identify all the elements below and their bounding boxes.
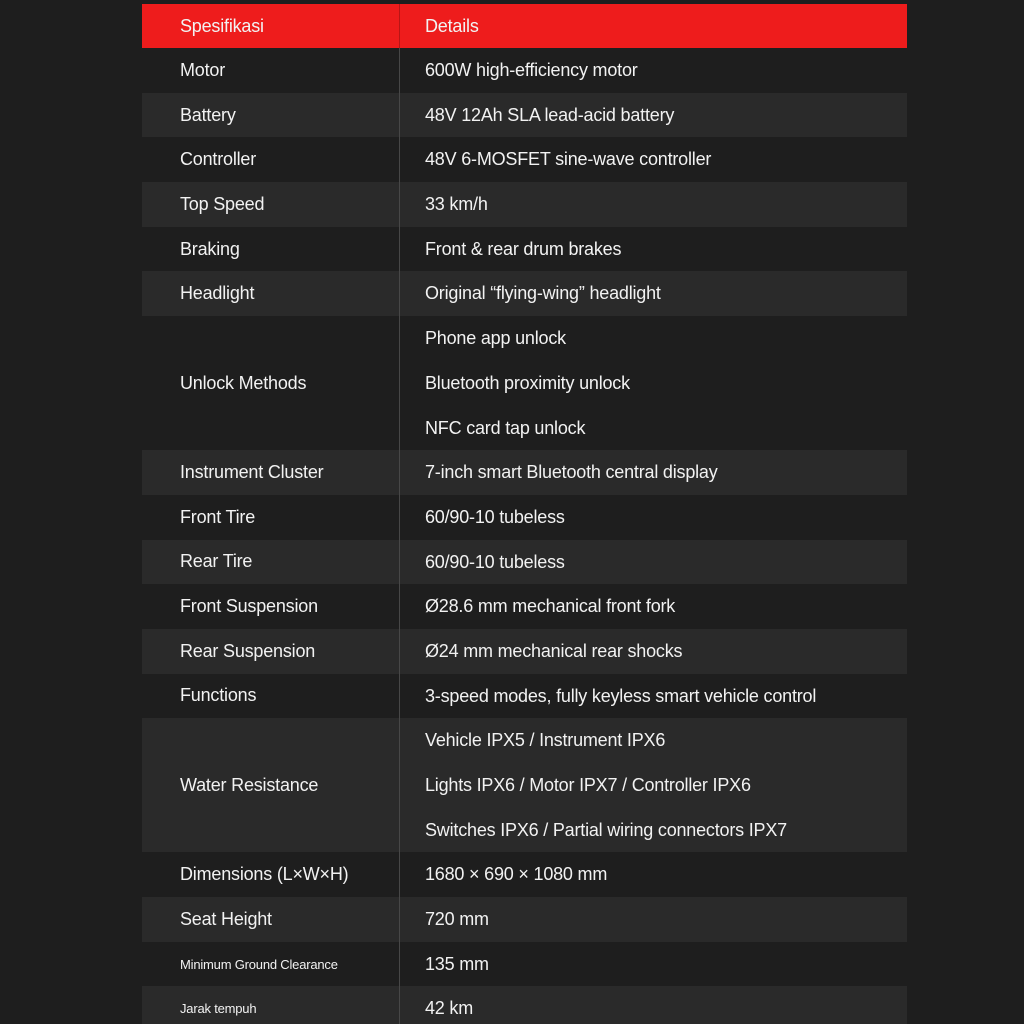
spec-value: Ø24 mm mechanical rear shocks xyxy=(425,640,683,661)
spec-label: Battery xyxy=(180,104,236,125)
spec-value-cell xyxy=(400,942,907,987)
spec-value: 3-speed modes, fully keyless smart vehicle control xyxy=(425,685,817,706)
spec-value: Phone app unlock xyxy=(425,328,566,349)
spec-label-cell xyxy=(142,316,400,450)
table-row xyxy=(142,182,907,227)
table-row xyxy=(142,852,907,897)
table-row xyxy=(142,93,907,138)
spec-label: Rear Tire xyxy=(180,551,253,572)
spec-label: Headlight xyxy=(180,283,255,304)
spec-label-cell xyxy=(142,495,400,540)
spec-value: Front & rear drum brakes xyxy=(425,238,622,259)
table-body xyxy=(142,48,907,1024)
spec-value-cell xyxy=(400,137,907,182)
spec-value: Original “flying-wing” headlight xyxy=(425,283,661,304)
spec-value-cell xyxy=(400,584,907,629)
spec-label-cell xyxy=(142,986,400,1024)
spec-value: 33 km/h xyxy=(425,194,488,215)
spec-value: Vehicle IPX5 / Instrument IPX6 xyxy=(425,730,666,751)
table-row xyxy=(142,227,907,272)
spec-value-cell xyxy=(400,718,907,852)
header-spec-label xyxy=(142,4,400,48)
spec-label-cell xyxy=(142,137,400,182)
table-row xyxy=(142,316,907,450)
table-row xyxy=(142,986,907,1024)
spec-value-cell xyxy=(400,674,907,719)
spec-label: Minimum Ground Clearance xyxy=(180,956,338,972)
spec-label: Functions xyxy=(180,685,257,706)
spec-value-cell xyxy=(400,182,907,227)
spec-value-cell xyxy=(400,897,907,942)
spec-table xyxy=(142,4,907,1024)
spec-label: Braking xyxy=(180,238,240,259)
spec-value: Switches IPX6 / Partial wiring connectors IPX7 xyxy=(425,819,787,840)
spec-label-cell xyxy=(142,93,400,138)
spec-label: Jarak tempuh xyxy=(180,1001,257,1017)
table-row xyxy=(142,584,907,629)
spec-value: 60/90-10 tubeless xyxy=(425,506,565,527)
spec-label-cell xyxy=(142,182,400,227)
table-row xyxy=(142,495,907,540)
table-row xyxy=(142,897,907,942)
spec-value-cell xyxy=(400,227,907,272)
spec-value-cell xyxy=(400,495,907,540)
spec-value: 135 mm xyxy=(425,953,489,974)
spec-label: Top Speed xyxy=(180,193,265,214)
spec-label-cell xyxy=(142,450,400,495)
spec-label: Front Tire xyxy=(180,506,256,527)
header-details-text: Details xyxy=(425,15,479,36)
spec-value-cell xyxy=(400,986,907,1024)
table-row xyxy=(142,718,907,852)
spec-value: 60/90-10 tubeless xyxy=(425,551,565,572)
spec-label: Unlock Methods xyxy=(180,372,307,393)
spec-value: Ø28.6 mm mechanical front fork xyxy=(425,596,676,617)
spec-label: Rear Suspension xyxy=(180,640,316,661)
spec-label-cell xyxy=(142,942,400,987)
spec-label: Front Suspension xyxy=(180,596,318,617)
spec-value: Bluetooth proximity unlock xyxy=(425,372,630,393)
table-header xyxy=(142,4,907,48)
spec-label-cell xyxy=(142,897,400,942)
spec-value-cell xyxy=(400,852,907,897)
spec-value-cell xyxy=(400,271,907,316)
spec-label: Controller xyxy=(180,149,257,170)
spec-value-cell xyxy=(400,540,907,585)
spec-value-cell xyxy=(400,450,907,495)
table-row xyxy=(142,48,907,93)
spec-value-cell xyxy=(400,48,907,93)
spec-label-cell xyxy=(142,271,400,316)
spec-value: 48V 12Ah SLA lead-acid battery xyxy=(425,104,675,125)
table-row xyxy=(142,137,907,182)
table-row xyxy=(142,942,907,987)
spec-label: Water Resistance xyxy=(180,774,319,795)
spec-label-cell xyxy=(142,852,400,897)
header-spec-text: Spesifikasi xyxy=(180,15,264,36)
spec-label-cell xyxy=(142,48,400,93)
table-row xyxy=(142,271,907,316)
spec-label-cell xyxy=(142,718,400,852)
spec-label: Dimensions (L×W×H) xyxy=(180,864,349,885)
spec-value: 42 km xyxy=(425,998,474,1019)
spec-label-cell xyxy=(142,540,400,585)
spec-label-cell xyxy=(142,629,400,674)
spec-label-cell xyxy=(142,674,400,719)
spec-label-cell xyxy=(142,584,400,629)
table-row xyxy=(142,629,907,674)
header-details-label xyxy=(400,4,907,48)
spec-value-cell xyxy=(400,629,907,674)
spec-value: 48V 6-MOSFET sine-wave controller xyxy=(425,149,712,170)
spec-label: Seat Height xyxy=(180,908,272,929)
spec-label-cell xyxy=(142,227,400,272)
spec-value: Lights IPX6 / Motor IPX7 / Controller IPX6 xyxy=(425,775,751,795)
spec-value: 720 mm xyxy=(425,909,489,930)
spec-value: 600W high-efficiency motor xyxy=(425,60,638,80)
spec-value-cell xyxy=(400,316,907,450)
spec-value: NFC card tap unlock xyxy=(425,417,586,438)
table-row xyxy=(142,674,907,719)
spec-value: 1680 × 690 × 1080 mm xyxy=(425,864,608,885)
table-row xyxy=(142,450,907,495)
table-row xyxy=(142,540,907,585)
spec-label: Instrument Cluster xyxy=(180,462,324,483)
spec-value-cell xyxy=(400,93,907,138)
spec-label: Motor xyxy=(180,59,226,80)
spec-value: 7-inch smart Bluetooth central display xyxy=(425,462,718,483)
